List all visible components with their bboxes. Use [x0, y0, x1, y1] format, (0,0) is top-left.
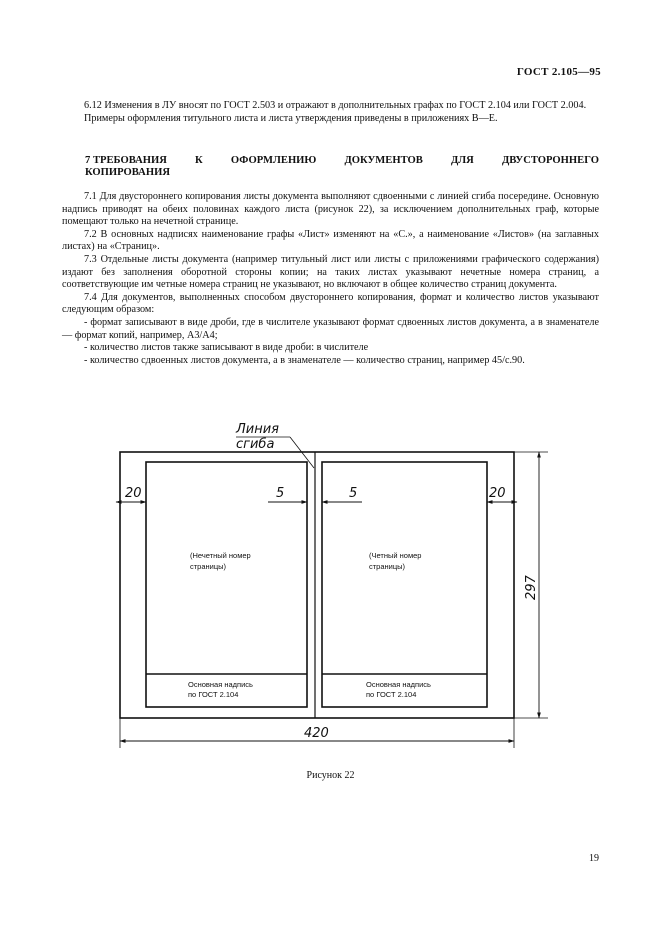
even-page-label-2: страницы)	[369, 562, 406, 571]
dim-width-label: 420	[304, 726, 329, 741]
right-stamp-label-1: Основная надпись	[366, 680, 431, 689]
dim-left-gap-label: 5	[276, 486, 285, 501]
dim-right-gap-label: 5	[349, 486, 358, 501]
list-item-doubled: - количество сдвоенных листов документа, а в знаменателе — количество страниц, например 45/с.90.	[84, 354, 525, 366]
list-item-sheets: - количество листов также записывают в виде дроби: в числителе	[84, 342, 369, 354]
fold-label-line-1: Линия	[236, 422, 279, 437]
dim-right-margin-label: 20	[489, 486, 506, 501]
left-stamp-label-2: по ГОСТ 2.104	[188, 690, 239, 699]
heading-word: ДОКУМЕНТОВ	[344, 155, 423, 166]
heading-line-2: КОПИРОВАНИЯ	[85, 167, 170, 178]
odd-page-label-2: страницы)	[190, 562, 227, 571]
figure-caption: Рисунок 22	[306, 770, 355, 781]
list-item-format: - формат записывают в виде дроби, где в числителе указывают формат сдвоенных листов документа, а в знаменателе — формат копий, например, А3/А4;	[62, 316, 599, 341]
paragraph-6-12: 6.12 Изменения в ЛУ вносят по ГОСТ 2.503 и отражают в дополнительных графах по ГОСТ 2.104 или ГОСТ 2.004.	[84, 100, 587, 111]
paragraph-7-1: 7.1 Для двустороннего копирования листы документа выполняют сдвоенными с линией сгиба посередине. Основную надпись приводят на обеих половинах каждого листа (рисунок 22), за исключением дополнительных граф, которые помещают только на нечетной странице.	[62, 191, 599, 228]
paragraph-7-4: 7.4 Для документов, выполненных способом двустороннего копирования, формат и количество листов указывают следующим образом:	[62, 291, 599, 316]
outer-sheet	[120, 452, 514, 718]
heading-word: ДЛЯ	[450, 155, 474, 166]
heading-word: К	[195, 155, 203, 166]
paragraph-7-3: 7.3 Отдельные листы документа (например титульный лист или листы с приложениями графического содержания) издают без заполнения оборотной стороны копии; на таких листах указывают нечетные номера страниц, а соответствующие им четные номера страниц не указывают, но включают в общее количество страниц документа.	[62, 253, 599, 291]
odd-page-label-1: (Нечетный номер	[190, 551, 251, 560]
heading-word: ДВУСТОРОННЕГО	[501, 155, 599, 166]
dim-left-margin-label: 20	[125, 486, 142, 501]
left-stamp-label-1: Основная надпись	[188, 680, 253, 689]
even-page-label-1: (Четный номер	[369, 551, 422, 560]
paragraph-7-2: 7.2 В основных надписях наименование графы «Лист» изменяют на «С.», а наименование «Листов» (на заглавных листах) на «Страниц».	[62, 228, 599, 253]
page-number: 19	[589, 853, 599, 864]
dim-height-label: 297	[524, 575, 539, 600]
right-stamp-label-2: по ГОСТ 2.104	[366, 690, 417, 699]
fold-label-line-2: сгиба	[236, 437, 275, 452]
paragraph-6-12-examples: Примеры оформления титульного листа и листа утверждения приведены в приложениях В—Е.	[84, 112, 498, 124]
heading-word: 7 ТРЕБОВАНИЯ	[85, 155, 167, 166]
heading-word: ОФОРМЛЕНИЮ	[230, 155, 317, 166]
right-page-frame	[322, 462, 487, 707]
document-code: ГОСТ 2.105—95	[516, 66, 601, 78]
